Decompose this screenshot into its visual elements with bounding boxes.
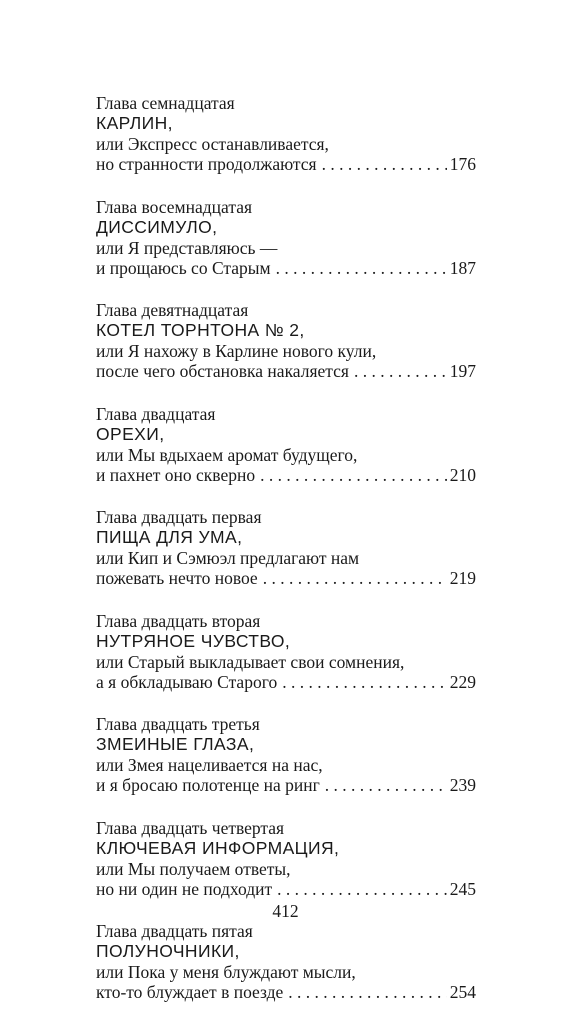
page-number: 187 xyxy=(449,257,476,278)
chapter-title: КОТЕЛ ТОРНТОНА № 2, xyxy=(96,320,305,340)
chapter-number: Глава двадцать третья xyxy=(96,714,260,734)
chapter-subtitle-end: но странности продолжаются xyxy=(96,154,317,174)
toc-entry-chapter-19 xyxy=(96,300,476,381)
chapter-subtitle-end: и я бросаю полотенце на ринг xyxy=(96,775,320,795)
toc-line xyxy=(96,465,476,485)
dot-leader xyxy=(322,154,447,174)
dot-leader xyxy=(354,361,447,381)
dot-leader xyxy=(276,258,447,278)
toc-entry-chapter-24 xyxy=(96,818,476,899)
chapter-number: Глава двадцать четвертая xyxy=(96,817,285,838)
table-of-contents xyxy=(96,93,476,1025)
toc-line xyxy=(96,258,476,278)
page-number: 210 xyxy=(449,464,476,485)
chapter-subtitle: или Я представляюсь — xyxy=(96,237,278,258)
dot-leader xyxy=(325,775,447,795)
chapter-title: КАРЛИН, xyxy=(96,113,173,133)
toc-line xyxy=(96,361,476,381)
dot-leader xyxy=(288,982,446,1002)
chapter-title: ПОЛУНОЧНИКИ, xyxy=(96,941,240,961)
chapter-subtitle-end: но ни один не подходит xyxy=(96,878,273,899)
chapter-subtitle-end: после чего обстановка накаляется xyxy=(96,361,349,381)
toc-entry-chapter-25 xyxy=(96,921,476,1002)
toc-entry-chapter-23 xyxy=(96,714,476,795)
chapter-subtitle-end: кто-то блуждает в поезде xyxy=(96,982,284,1002)
chapter-subtitle-end: пожевать нечто новое xyxy=(96,568,258,588)
dot-leader xyxy=(263,568,447,588)
toc-line xyxy=(96,154,476,174)
chapter-number: Глава двадцать пятая xyxy=(96,921,253,941)
chapter-subtitle-end: и пахнет оно скверно xyxy=(96,464,256,485)
page-number: 245 xyxy=(449,878,476,899)
toc-line xyxy=(96,982,476,1002)
chapter-title: ЗМЕИНЫЕ ГЛАЗА, xyxy=(96,734,255,754)
toc-line xyxy=(96,879,476,899)
chapter-subtitle: или Кип и Сэмюэл предлагают нам xyxy=(96,548,360,568)
toc-entry-chapter-22 xyxy=(96,611,476,692)
chapter-subtitle: или Пока у меня блуждают мысли, xyxy=(96,962,356,982)
chapter-title: ПИЩА ДЛЯ УМА, xyxy=(96,527,243,547)
chapter-title: НУТРЯНОЕ ЧУВСТВО, xyxy=(96,630,291,651)
chapter-subtitle: или Мы вдыхаем аромат будущего, xyxy=(96,444,358,465)
toc-line xyxy=(96,672,476,692)
chapter-subtitle-end: а я обкладываю Старого xyxy=(96,671,278,692)
chapter-title: ОРЕХИ, xyxy=(96,423,165,444)
chapter-subtitle-end: и прощаюсь со Старым xyxy=(96,257,271,278)
chapter-number: Глава семнадцатая xyxy=(96,93,235,113)
toc-entry-chapter-17 xyxy=(96,93,476,174)
chapter-title: ДИССИМУЛО, xyxy=(96,216,218,237)
chapter-number: Глава двадцать вторая xyxy=(96,610,261,631)
chapter-subtitle: или Старый выкладывает свои сомнения, xyxy=(96,651,405,672)
chapter-subtitle: или Мы получаем ответы, xyxy=(96,858,291,879)
chapter-subtitle: или Я нахожу в Карлине нового кули, xyxy=(96,341,377,361)
folio-page-number: 412 xyxy=(272,901,299,921)
chapter-number: Глава двадцатая xyxy=(96,403,216,424)
chapter-subtitle: или Змея нацеливается на нас, xyxy=(96,755,323,775)
dot-leader xyxy=(282,672,447,692)
page-number: 176 xyxy=(449,154,476,174)
toc-entry-chapter-18 xyxy=(96,197,476,278)
toc-line xyxy=(96,568,476,588)
dot-leader xyxy=(260,465,447,485)
page-number: 254 xyxy=(449,982,476,1002)
chapter-title: КЛЮЧЕВАЯ ИНФОРМАЦИЯ, xyxy=(96,837,340,858)
toc-entry-chapter-21 xyxy=(96,507,476,588)
chapter-subtitle: или Экспресс останавливается, xyxy=(96,134,329,154)
dot-leader xyxy=(277,879,447,899)
chapter-number: Глава восемнадцатая xyxy=(96,196,253,217)
page-number: 239 xyxy=(449,775,476,795)
page-number: 197 xyxy=(449,361,476,381)
chapter-number: Глава двадцать первая xyxy=(96,507,262,527)
page-number: 229 xyxy=(449,671,476,692)
chapter-number: Глава девятнадцатая xyxy=(96,300,249,320)
toc-line xyxy=(96,775,476,795)
toc-entry-chapter-20 xyxy=(96,404,476,485)
page-number: 219 xyxy=(449,568,476,588)
